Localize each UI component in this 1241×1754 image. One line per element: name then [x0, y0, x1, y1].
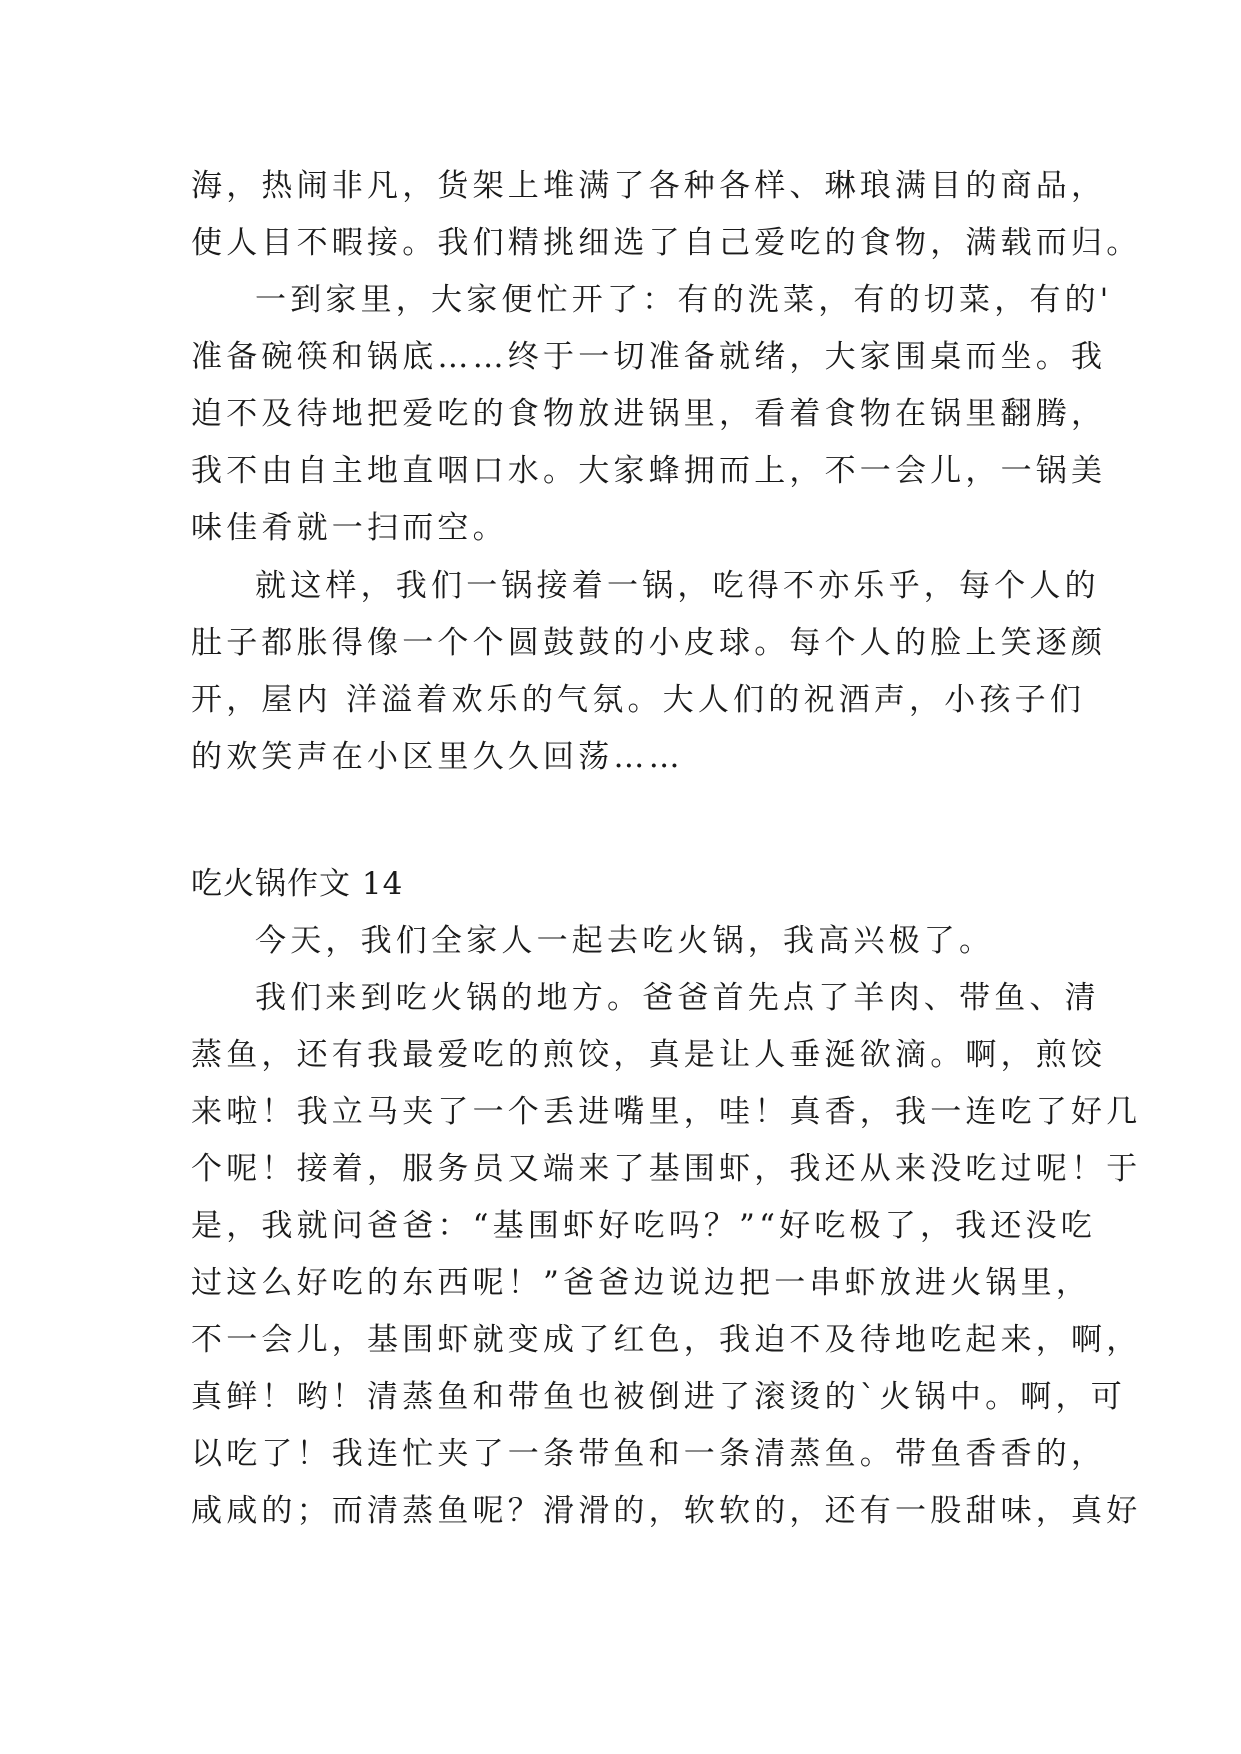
paragraph-line: 蒸鱼，还有我最爱吃的煎饺，真是让人垂涎欲滴。啊，煎饺 [191, 1037, 1107, 1073]
paragraph-line: 肚子都胀得像一个个圆鼓鼓的小皮球。每个人的脸上笑逐颜 [191, 625, 1107, 661]
paragraph-line: 我们来到吃火锅的地方。爸爸首先点了羊肉、带鱼、清 [255, 980, 1100, 1016]
paragraph-line: 不一会儿，基围虾就变成了红色，我迫不及待地吃起来，啊， [191, 1322, 1142, 1358]
paragraph-line: 个呢！接着，服务员又端来了基围虾，我还从来没吃过呢！于 [191, 1151, 1142, 1187]
paragraph-line: 一到家里，大家便忙开了：有的洗菜，有的切菜，有的' [255, 282, 1113, 318]
paragraph-line: 准备碗筷和锅底……终于一切准备就绪，大家围桌而坐。我 [191, 339, 1107, 375]
paragraph-line: 海，热闹非凡，货架上堆满了各种各样、琳琅满目的商品， [191, 168, 1107, 204]
paragraph-line: 迫不及待地把爱吃的食物放进锅里，看着食物在锅里翻腾， [191, 396, 1107, 432]
paragraph-line: 今天，我们全家人一起去吃火锅，我高兴极了。 [255, 923, 995, 959]
paragraph-line: 来啦！我立马夹了一个丢进嘴里，哇！真香，我一连吃了好几 [191, 1094, 1142, 1130]
paragraph-line: 以吃了！我连忙夹了一条带鱼和一条清蒸鱼。带鱼香香的， [191, 1436, 1107, 1472]
paragraph-line: 的欢笑声在小区里久久回荡…… [191, 739, 684, 775]
paragraph-line: 是，我就问爸爸：“基围虾好吃吗？”“好吃极了，我还没吃 [191, 1208, 1096, 1244]
paragraph-line: 开，屋内 洋溢着欢乐的气氛。大人们的祝酒声，小孩子们 [191, 682, 1086, 718]
essay-title: 吃火锅作文 14 [191, 866, 404, 902]
paragraph-line: 咸咸的；而清蒸鱼呢？滑滑的，软软的，还有一股甜味，真好 [191, 1493, 1142, 1529]
paragraph-line: 使人目不暇接。我们精挑细选了自己爱吃的食物，满载而归。 [191, 225, 1142, 261]
paragraph-line: 我不由自主地直咽口水。大家蜂拥而上，不一会儿，一锅美 [191, 453, 1107, 489]
paragraph-line: 就这样，我们一锅接着一锅，吃得不亦乐乎，每个人的 [255, 568, 1100, 604]
paragraph-line: 味佳肴就一扫而空。 [191, 510, 508, 546]
paragraph-line: 过这么好吃的东西呢！”爸爸边说边把一串虾放进火锅里， [191, 1265, 1092, 1301]
paragraph-line: 真鲜！哟！清蒸鱼和带鱼也被倒进了滚烫的`火锅中。啊，可 [191, 1379, 1126, 1415]
